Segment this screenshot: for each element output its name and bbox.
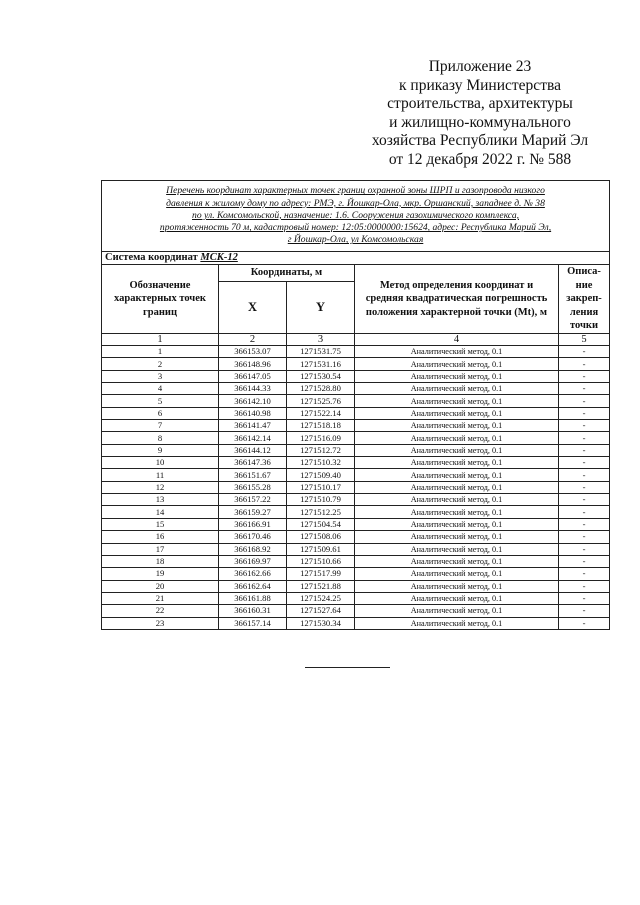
table-row — [102, 481, 610, 493]
description-cell: - — [559, 407, 610, 419]
header-coordinates: Координаты, м — [219, 265, 355, 282]
table-row — [102, 580, 610, 592]
method-cell: Аналитический метод, 0.1 — [355, 383, 559, 395]
y-coordinate-cell: 1271527.64 — [287, 605, 355, 617]
point-number-cell: 21 — [102, 592, 219, 604]
point-number-cell: 5 — [102, 395, 219, 407]
method-cell: Аналитический метод, 0.1 — [355, 617, 559, 629]
table-title-line: по ул. Комсомольской, назначение: 1.6. Сооружения газохимического комплекса, — [192, 209, 520, 221]
method-cell: Аналитический метод, 0.1 — [355, 346, 559, 358]
description-cell: - — [559, 555, 610, 567]
point-number-cell: 18 — [102, 555, 219, 567]
point-number-cell: 1 — [102, 346, 219, 358]
table-row — [102, 383, 610, 395]
table-row — [102, 605, 610, 617]
description-cell: - — [559, 420, 610, 432]
y-coordinate-cell: 1271509.40 — [287, 469, 355, 481]
x-coordinate-cell: 366169.97 — [219, 555, 287, 567]
header-method: Метод определения координат и средняя квадратическая погрешность положения характерной точки (Mt), м — [355, 265, 559, 334]
table-row — [102, 370, 610, 382]
bottom-divider — [305, 667, 390, 668]
y-coordinate-cell: 1271531.16 — [287, 358, 355, 370]
description-cell: - — [559, 481, 610, 493]
y-coordinate-cell: 1271516.09 — [287, 432, 355, 444]
point-number-cell: 20 — [102, 580, 219, 592]
point-number-cell: 10 — [102, 457, 219, 469]
table-title-line: давления к жилому дому по адресу: РМЭ, г. Йошкар-Ола, мкр. Оршанский, западнее д. № 38 — [166, 197, 545, 209]
description-cell: - — [559, 432, 610, 444]
column-number: 3 — [287, 334, 355, 346]
x-coordinate-cell: 366144.33 — [219, 383, 287, 395]
description-cell: - — [559, 395, 610, 407]
y-coordinate-cell: 1271508.06 — [287, 531, 355, 543]
table-row — [102, 592, 610, 604]
x-coordinate-cell: 366168.92 — [219, 543, 287, 555]
table-row — [102, 457, 610, 469]
point-number-cell: 7 — [102, 420, 219, 432]
x-coordinate-cell: 366155.28 — [219, 481, 287, 493]
appendix-line: Приложение 23 — [428, 58, 532, 75]
method-cell: Аналитический метод, 0.1 — [355, 358, 559, 370]
column-number: 5 — [559, 334, 610, 346]
point-number-cell: 8 — [102, 432, 219, 444]
table-row — [102, 407, 610, 419]
table-row — [102, 617, 610, 629]
point-number-cell: 16 — [102, 531, 219, 543]
table-row — [102, 469, 610, 481]
y-coordinate-cell: 1271509.61 — [287, 543, 355, 555]
x-coordinate-cell: 366147.05 — [219, 370, 287, 382]
table-row — [102, 494, 610, 506]
table-row — [102, 420, 610, 432]
table-title — [102, 181, 610, 252]
description-cell: - — [559, 543, 610, 555]
column-number: 4 — [355, 334, 559, 346]
table-row — [102, 346, 610, 358]
x-coordinate-cell: 366153.07 — [219, 346, 287, 358]
table-row — [102, 518, 610, 530]
description-cell: - — [559, 580, 610, 592]
y-coordinate-cell: 1271521.88 — [287, 580, 355, 592]
point-number-cell: 13 — [102, 494, 219, 506]
method-cell: Аналитический метод, 0.1 — [355, 605, 559, 617]
table-row — [102, 432, 610, 444]
y-coordinate-cell: 1271530.34 — [287, 617, 355, 629]
header-y: Y — [287, 282, 355, 334]
x-coordinate-cell: 366157.22 — [219, 494, 287, 506]
point-number-cell: 19 — [102, 568, 219, 580]
x-coordinate-cell: 366141.47 — [219, 420, 287, 432]
y-coordinate-cell: 1271518.18 — [287, 420, 355, 432]
method-cell: Аналитический метод, 0.1 — [355, 494, 559, 506]
x-coordinate-cell: 366148.96 — [219, 358, 287, 370]
method-cell: Аналитический метод, 0.1 — [355, 592, 559, 604]
description-cell: - — [559, 605, 610, 617]
y-coordinate-cell: 1271510.32 — [287, 457, 355, 469]
method-cell: Аналитический метод, 0.1 — [355, 469, 559, 481]
x-coordinate-cell: 366142.14 — [219, 432, 287, 444]
point-number-cell: 3 — [102, 370, 219, 382]
description-cell: - — [559, 518, 610, 530]
method-cell: Аналитический метод, 0.1 — [355, 444, 559, 456]
point-number-cell: 23 — [102, 617, 219, 629]
method-cell: Аналитический метод, 0.1 — [355, 420, 559, 432]
method-cell: Аналитический метод, 0.1 — [355, 395, 559, 407]
description-cell: - — [559, 469, 610, 481]
description-cell: - — [559, 592, 610, 604]
point-number-cell: 6 — [102, 407, 219, 419]
point-number-cell: 14 — [102, 506, 219, 518]
appendix-line: хозяйства Республики Марий Эл — [371, 132, 589, 150]
table-row — [102, 531, 610, 543]
description-cell: - — [559, 506, 610, 518]
point-number-cell: 17 — [102, 543, 219, 555]
coordinates-table — [101, 180, 610, 630]
x-coordinate-cell: 366159.27 — [219, 506, 287, 518]
header-description: Описа-ние закреп-ления точки — [559, 265, 610, 334]
y-coordinate-cell: 1271510.66 — [287, 555, 355, 567]
appendix-line: от 12 декабря 2022 г. № 588 — [388, 150, 572, 168]
y-coordinate-cell: 1271528.80 — [287, 383, 355, 395]
y-coordinate-cell: 1271522.14 — [287, 407, 355, 419]
header-point: Обозначение характерных точек границ — [102, 265, 219, 334]
x-coordinate-cell: 366160.31 — [219, 605, 287, 617]
point-number-cell: 12 — [102, 481, 219, 493]
x-coordinate-cell: 366140.98 — [219, 407, 287, 419]
point-number-cell: 22 — [102, 605, 219, 617]
appendix-header — [350, 58, 610, 170]
coordinate-system — [102, 252, 610, 265]
y-coordinate-cell: 1271530.54 — [287, 370, 355, 382]
description-cell: - — [559, 457, 610, 469]
description-cell: - — [559, 370, 610, 382]
y-coordinate-cell: 1271510.17 — [287, 481, 355, 493]
table-row — [102, 444, 610, 456]
method-cell: Аналитический метод, 0.1 — [355, 568, 559, 580]
description-cell: - — [559, 494, 610, 506]
method-cell: Аналитический метод, 0.1 — [355, 481, 559, 493]
description-cell: - — [559, 358, 610, 370]
point-number-cell: 2 — [102, 358, 219, 370]
appendix-line: строительства, архитектуры — [387, 95, 573, 113]
table-title-line: г Йошкар-Ола, ул Комсомольская — [287, 234, 424, 246]
point-number-cell: 9 — [102, 444, 219, 456]
x-coordinate-cell: 366157.14 — [219, 617, 287, 629]
y-coordinate-cell: 1271510.79 — [287, 494, 355, 506]
method-cell: Аналитический метод, 0.1 — [355, 555, 559, 567]
description-cell: - — [559, 346, 610, 358]
y-coordinate-cell: 1271517.99 — [287, 568, 355, 580]
method-cell: Аналитический метод, 0.1 — [355, 370, 559, 382]
method-cell: Аналитический метод, 0.1 — [355, 531, 559, 543]
table-row — [102, 555, 610, 567]
description-cell: - — [559, 531, 610, 543]
y-coordinate-cell: 1271512.25 — [287, 506, 355, 518]
x-coordinate-cell: 366147.36 — [219, 457, 287, 469]
description-cell: - — [559, 617, 610, 629]
table-title-line: протяженность 70 м, кадастровый номер: 12:05:0000000:15624, адрес: Республика Марий Эл, — [159, 222, 552, 234]
y-coordinate-cell: 1271525.76 — [287, 395, 355, 407]
point-number-cell: 4 — [102, 383, 219, 395]
method-cell: Аналитический метод, 0.1 — [355, 432, 559, 444]
y-coordinate-cell: 1271531.75 — [287, 346, 355, 358]
table-title-line: Перечень координат характерных точек границ охранной зоны ШРП и газопровода низкого — [166, 185, 545, 197]
description-cell: - — [559, 568, 610, 580]
table-row — [102, 543, 610, 555]
column-number: 1 — [102, 334, 219, 346]
appendix-line: к приказу Министерства — [399, 76, 561, 94]
method-cell: Аналитический метод, 0.1 — [355, 407, 559, 419]
x-coordinate-cell: 366166.91 — [219, 518, 287, 530]
appendix-line: и жилищно-коммунального — [389, 113, 571, 131]
table-row — [102, 568, 610, 580]
coordinate-system-name: МСК-12 — [200, 252, 238, 263]
method-cell: Аналитический метод, 0.1 — [355, 457, 559, 469]
x-coordinate-cell: 366161.88 — [219, 592, 287, 604]
x-coordinate-cell: 366170.46 — [219, 531, 287, 543]
y-coordinate-cell: 1271512.72 — [287, 444, 355, 456]
description-cell: - — [559, 383, 610, 395]
column-number: 2 — [219, 334, 287, 346]
method-cell: Аналитический метод, 0.1 — [355, 518, 559, 530]
description-cell: - — [559, 444, 610, 456]
method-cell: Аналитический метод, 0.1 — [355, 543, 559, 555]
x-coordinate-cell: 366162.66 — [219, 568, 287, 580]
table-row — [102, 395, 610, 407]
method-cell: Аналитический метод, 0.1 — [355, 580, 559, 592]
x-coordinate-cell: 366162.64 — [219, 580, 287, 592]
y-coordinate-cell: 1271524.25 — [287, 592, 355, 604]
header-x: X — [219, 282, 287, 334]
x-coordinate-cell: 366144.12 — [219, 444, 287, 456]
point-number-cell: 15 — [102, 518, 219, 530]
coordinate-system-label: Система координат — [105, 252, 198, 263]
table-row — [102, 506, 610, 518]
method-cell: Аналитический метод, 0.1 — [355, 506, 559, 518]
x-coordinate-cell: 366142.10 — [219, 395, 287, 407]
column-numbers-row — [102, 334, 610, 346]
table-row — [102, 358, 610, 370]
x-coordinate-cell: 366151.67 — [219, 469, 287, 481]
y-coordinate-cell: 1271504.54 — [287, 518, 355, 530]
point-number-cell: 11 — [102, 469, 219, 481]
